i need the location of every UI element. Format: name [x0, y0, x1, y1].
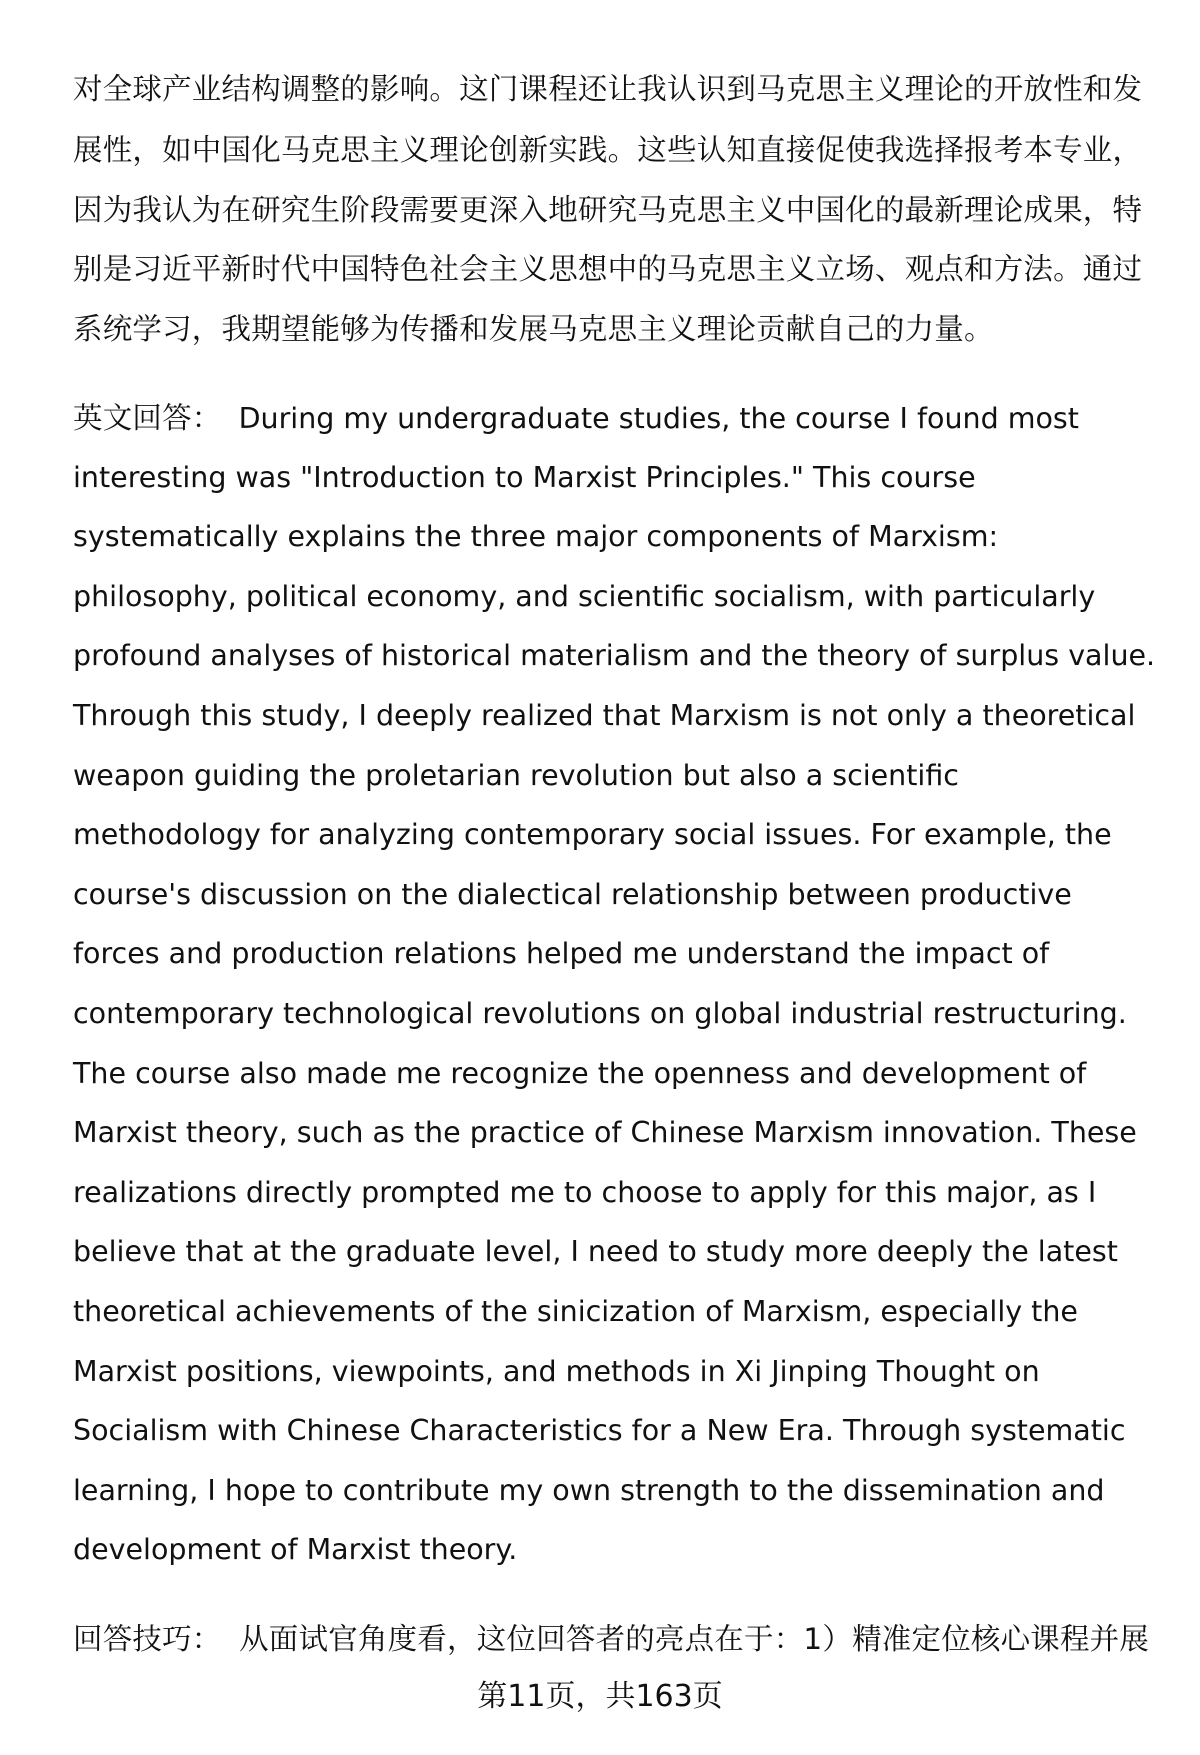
english-answer-line: weapon guiding the proletarian revolution but also a scientific	[73, 758, 959, 792]
english-answer-line: profound analyses of historical materialism and the theory of surplus value.	[73, 639, 1156, 673]
chinese-paragraph-line: 别是习近平新时代中国特色社会主义思想中的马克思主义立场、观点和方法。通过	[73, 252, 1143, 286]
english-answer-line: Marxist positions, viewpoints, and methods in Xi Jinping Thought on	[73, 1354, 1040, 1388]
chinese-paragraph-line: 因为我认为在研究生阶段需要更深入地研究马克思主义中国化的最新理论成果，特	[73, 193, 1143, 227]
english-answer-line: The course also made me recognize the openness and development of	[73, 1056, 1087, 1090]
tips-line	[73, 1609, 1149, 1669]
english-answer-line: forces and production relations helped me understand the impact of	[73, 937, 1050, 971]
english-answer-line: interesting was "Introduction to Marxist Principles." This course	[73, 460, 976, 494]
page-number: 第11页，共163页	[477, 1679, 723, 1714]
chinese-paragraph-line: 对全球产业结构调整的影响。这门课程还让我认识到马克思主义理论的开放性和发	[73, 72, 1143, 106]
english-answer-line: realizations directly prompted me to choose to apply for this major, as I	[73, 1175, 1097, 1209]
english-answer-line: development of Marxist theory.	[73, 1533, 518, 1567]
chinese-paragraph-line: 展性，如中国化马克思主义理论创新实践。这些认知直接促使我选择报考本专业，	[73, 133, 1143, 167]
english-answer-line: systematically explains the three major components of Marxism:	[73, 520, 999, 554]
english-answer-label: 英文回答：	[73, 401, 222, 435]
english-answer-line: Socialism with Chinese Characteristics for a New Era. Through systematic	[73, 1414, 1126, 1448]
english-answer-line: learning, I hope to contribute my own strength to the dissemination and	[73, 1473, 1105, 1507]
tips-label: 回答技巧：	[73, 1622, 222, 1656]
english-answer-line: Marxist theory, such as the practice of Chinese Marxism innovation. These	[73, 1116, 1137, 1150]
english-answer-line: philosophy, political economy, and scientific socialism, with particularly	[73, 579, 1096, 613]
english-answer-line: course's discussion on the dialectical relationship between productive	[73, 877, 1072, 911]
english-answer-line: believe that at the graduate level, I need to study more deeply the latest	[73, 1235, 1118, 1269]
english-answer-line: methodology for analyzing contemporary social issues. For example, the	[73, 818, 1112, 852]
chinese-paragraph-line: 系统学习，我期望能够为传播和发展马克思主义理论贡献自己的力量。	[73, 312, 994, 346]
tips-text: 从面试官角度看，这位回答者的亮点在于：1）精准定位核心课程并展	[239, 1622, 1150, 1656]
english-answer-first-line	[73, 388, 1079, 448]
english-answer-line: contemporary technological revolutions on global industrial restructuring.	[73, 997, 1127, 1030]
english-answer-text: During my undergraduate studies, the course I found most	[238, 402, 1079, 435]
english-answer-line: Through this study, I deeply realized that Marxism is not only a theoretical	[73, 699, 1136, 732]
english-answer-line: theoretical achievements of the sinicization of Marxism, especially the	[73, 1295, 1078, 1328]
